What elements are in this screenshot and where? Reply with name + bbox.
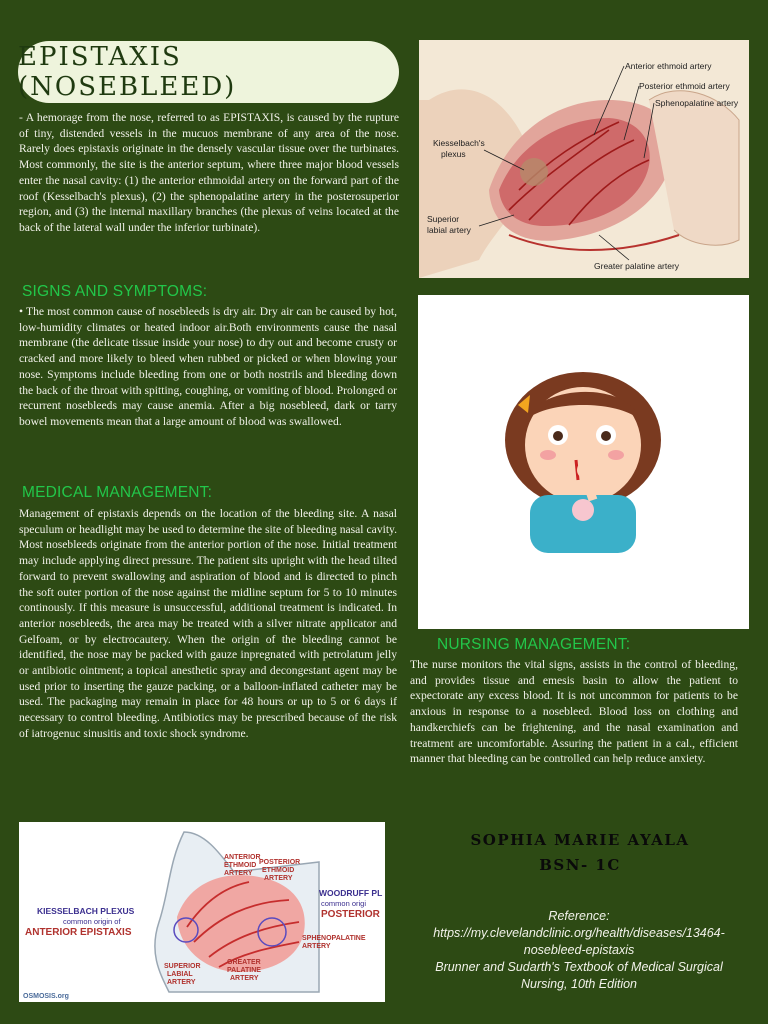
d2-gp-3: ARTERY — [230, 975, 259, 982]
d2-woodruff: WOODRUFF PL — [319, 888, 383, 898]
d2-gp-2: PALATINE — [227, 967, 261, 974]
nursing-paragraph: The nurse monitors the vital signs, assists in the control of bleeding, and provides tissue and emesis basin to allow the patient to expectorate any excess blood. It is not uncommon for patients to be anxious in response to a nosebleed. Blood loss on clothing and handkerchiefs can be frightening, and the nasal examination and treatment are uncomfortable. Assuring the patient in a cal., efficient manner that bleeding can be controlled can help reduce anxiety. — [410, 658, 738, 766]
d2-gp-1: GREATER — [227, 959, 261, 966]
osmosis-epistaxis-illustration — [19, 822, 385, 1002]
girl-nosebleed-illustration — [418, 295, 749, 629]
medical-heading: MEDICAL MANAGEMENT: — [22, 484, 213, 501]
author-name: SOPHIA MARIE AYALA — [470, 831, 690, 849]
d2-anterior-2: ETHMOID — [224, 862, 257, 869]
title-pill — [18, 41, 399, 103]
label-sphenopalatine: Sphenopalatine artery — [655, 98, 739, 108]
medical-paragraph: Management of epistaxis depends on the location of the bleeding site. A nasal speculum or headlight may be used to determine the site of bleeding nasal cavity. Most nosebleeds originate from the anterior portion of the nose. Initial treatment may include applying direct pressure. The patient sits upright with the head tilted forward to prevent swallowing and aspiration of blood and is directed to pinch the soft outer portion of the nose against the midline septum for 5 to 10 minutes continously. If this measure is unsuccessful, additional treatment is indicated. In anterior nosebleeds, the area may be treated with a silver nitrate applicator and Gelfoam, or by electrocautery. When the origin of the bleeding cannot be identified, the nose may be packed with gauze inpregnated with petrolatum jelly or antibiotic ointment; a topical anesthetic spray and decongestant agent may be used prior to inserting the gauze packing, or a balloon-inflated catheter may be used. The packaging may remain in place for 48 hours or up to 5 or 6 days if necessary to control bleeding. Antibiotics may be prescribed because of the risk of iatrogenuc sinusitis and toxic shock syndrome. — [19, 507, 397, 740]
reference-block — [400, 908, 758, 993]
page-title: EPISTAXIS (NOSEBLEED) — [18, 42, 237, 102]
d2-spheno-2: ARTERY — [302, 943, 331, 950]
d2-anterior-1: ANTERIOR — [224, 854, 261, 861]
label-superior-1: Superior — [427, 214, 460, 224]
signs-paragraph: • The most common cause of nosebleeds is dry air. Dry air can be caused by hot, low-humidity climates or heated indoor air.Both environments cause the nasal membrane (the delicate tissue inside your nose) to dry out and become crusty or cracked and more likely to bleed when rubbed or picked or when blowing your nose. Symptoms include bleeding from one or both nostrils and bleeding down the back of the throat with spitting, coughing, or vomiting of blood. Prolonged or recurrent nosebleeds may cause anemia. After a big nosebleed, dark or tarry bowel movements mean that a large amount of blood was swallowed. — [19, 305, 397, 428]
girl-nosebleed-panel — [418, 295, 749, 629]
label-kiesselbach-2: plexus — [441, 149, 466, 159]
label-anterior-ethmoid: Anterior ethmoid artery — [625, 61, 712, 71]
author-section: BSN- 1C — [539, 856, 621, 874]
d2-sup-2: LABIAL — [167, 971, 193, 978]
d2-sup-1: SUPERIOR — [164, 963, 201, 970]
reference-label: Reference: — [548, 909, 610, 923]
d2-posterior-3: ARTERY — [264, 875, 293, 882]
d2-posterior-2: ETHMOID — [262, 867, 295, 874]
nasal-artery-illustration — [419, 40, 749, 278]
reference-book-2: Nursing, 10th Edition — [520, 977, 638, 991]
label-kiesselbach-1: Kiesselbach's — [433, 138, 485, 148]
reference-url-1[interactable]: https://my.clevelandclinic.org/health/diseases/13464- — [433, 926, 725, 940]
nasal-artery-diagram — [419, 40, 749, 278]
label-posterior-ethmoid: Posterior ethmoid artery — [639, 81, 730, 91]
d2-posterior-1: POSTERIOR — [259, 859, 301, 866]
label-greater-palatine: Greater palatine artery — [594, 261, 680, 271]
osmosis-logo: OSMOSIS.org — [23, 993, 69, 1000]
intro-paragraph: - A hemorage from the nose, referred to as EPISTAXIS, is caused by the rupture of tiny, distended vessels in the mucuos membrane of any area of the nose. Rarely does epistaxis originate in the densely vascular tissue over the turbinates. Most commonly, the site is the anterior septum, where three major blood vessels enter the nasal cavity: (1) the anterior ethmoidal artery on the forward part of the roof (Kesselbach's plexus), (2) the sphenopalatine artery in the posterosuperior region, and (3) the internal maxillary branches (the plexus of veins located at the back of the lateral wall under the inferior turbinate). — [19, 111, 399, 234]
d2-kiesselbach-sub: common origin of — [63, 917, 121, 926]
reference-book-1: Brunner and Sudarth's Textbook of Medical Surgical — [435, 960, 723, 974]
d2-sup-3: ARTERY — [167, 979, 196, 986]
d2-spheno-1: SPHENOPALATINE — [302, 935, 366, 942]
d2-anterior-3: ARTERY — [224, 870, 253, 877]
nursing-heading: NURSING MANAGEMENT: — [437, 636, 631, 653]
signs-heading: SIGNS AND SYMPTOMS: — [22, 283, 208, 300]
d2-woodruff-sub: common origi — [321, 899, 367, 908]
d2-kiesselbach: KIESSELBACH PLEXUS — [37, 906, 135, 916]
reference-url-2[interactable]: nosebleed-epistaxis — [523, 943, 635, 957]
d2-kiesselbach-big: ANTERIOR EPISTAXIS — [25, 927, 132, 938]
osmosis-diagram — [19, 822, 385, 1002]
d2-woodruff-big: POSTERIOR — [321, 909, 380, 920]
label-superior-2: labial artery — [427, 225, 471, 235]
